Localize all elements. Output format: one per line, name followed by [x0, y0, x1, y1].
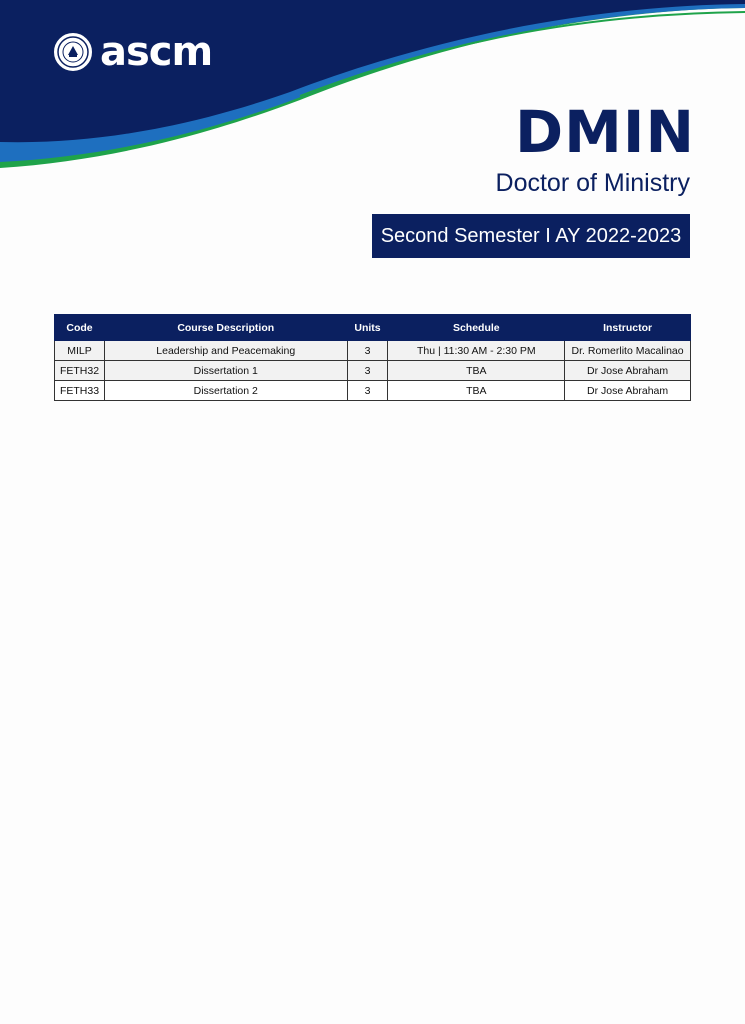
cell-units: 3 — [347, 341, 388, 361]
cell-course-description: Leadership and Peacemaking — [104, 341, 347, 361]
column-header-course-description: Course Description — [104, 315, 347, 341]
cell-code: FETH32 — [55, 361, 105, 381]
cell-schedule: Thu | 11:30 AM - 2:30 PM — [388, 341, 565, 361]
cell-schedule: TBA — [388, 361, 565, 381]
column-header-code: Code — [55, 315, 105, 341]
cell-code: FETH33 — [55, 381, 105, 401]
cell-instructor: Dr. Romerlito Macalinao — [565, 341, 691, 361]
program-name: Doctor of Ministry — [495, 169, 690, 197]
column-header-instructor: Instructor — [565, 315, 691, 341]
table-row — [55, 361, 691, 381]
seal-icon — [54, 33, 92, 71]
program-code: DMIN — [515, 98, 695, 166]
semester-banner — [372, 214, 690, 258]
column-header-units: Units — [347, 315, 388, 341]
cell-instructor: Dr Jose Abraham — [565, 361, 691, 381]
cell-code: MILP — [55, 341, 105, 361]
table-row — [55, 381, 691, 401]
cell-course-description: Dissertation 2 — [104, 381, 347, 401]
table-header-row — [55, 315, 691, 341]
brand-name: ascm — [100, 29, 213, 75]
table-row — [55, 341, 691, 361]
cell-units: 3 — [347, 361, 388, 381]
semester-label: Second Semester I AY 2022-2023 — [380, 224, 682, 247]
cell-instructor: Dr Jose Abraham — [565, 381, 691, 401]
cell-schedule: TBA — [388, 381, 565, 401]
cell-course-description: Dissertation 1 — [104, 361, 347, 381]
ascm-logo — [54, 29, 213, 75]
course-schedule-table — [54, 314, 691, 401]
cell-units: 3 — [347, 381, 388, 401]
column-header-schedule: Schedule — [388, 315, 565, 341]
